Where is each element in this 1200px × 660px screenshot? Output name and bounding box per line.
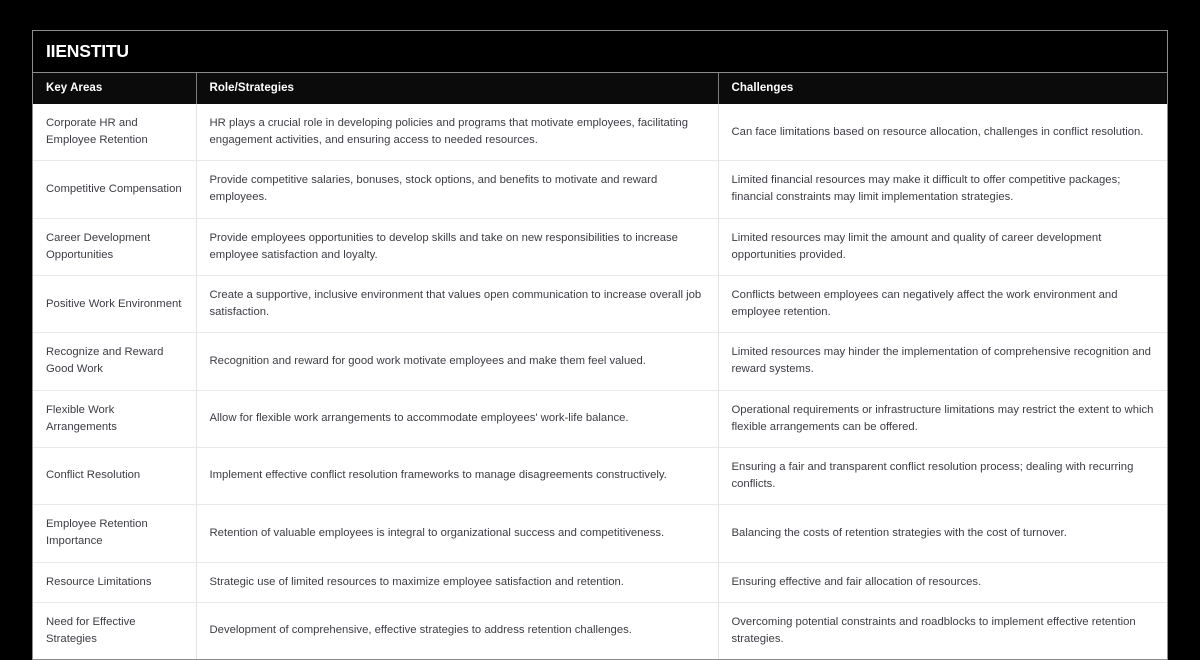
cell-challenges: Operational requirements or infrastructure limitations may restrict the extent to which flexible arrangements can be offered. — [718, 390, 1167, 447]
cell-challenges: Can face limitations based on resource allocation, challenges in conflict resolution. — [718, 104, 1167, 161]
cell-key-areas: Conflict Resolution — [33, 447, 196, 504]
cell-role-strategies: Strategic use of limited resources to maximize employee satisfaction and retention. — [196, 562, 718, 602]
cell-challenges: Conflicts between employees can negatively affect the work environment and employee retention. — [718, 275, 1167, 332]
table-row — [33, 390, 1167, 447]
cell-role-strategies: Create a supportive, inclusive environment that values open communication to increase overall job satisfaction. — [196, 275, 718, 332]
cell-key-areas: Corporate HR and Employee Retention — [33, 104, 196, 161]
cell-key-areas: Employee Retention Importance — [33, 505, 196, 562]
table-row — [33, 447, 1167, 504]
table-row — [33, 218, 1167, 275]
table-body — [33, 104, 1167, 659]
cell-role-strategies: Allow for flexible work arrangements to accommodate employees' work-life balance. — [196, 390, 718, 447]
cell-challenges: Limited resources may limit the amount and quality of career development opportunities provided. — [718, 218, 1167, 275]
cell-role-strategies: Provide competitive salaries, bonuses, stock options, and benefits to motivate and reward employees. — [196, 161, 718, 218]
cell-challenges: Ensuring a fair and transparent conflict resolution process; dealing with recurring conflicts. — [718, 447, 1167, 504]
cell-key-areas: Resource Limitations — [33, 562, 196, 602]
table-card — [32, 30, 1168, 660]
table-row — [33, 505, 1167, 562]
cell-challenges: Balancing the costs of retention strategies with the cost of turnover. — [718, 505, 1167, 562]
table-header-row — [33, 73, 1167, 104]
table-row — [33, 161, 1167, 218]
table-header — [33, 73, 1167, 104]
cell-role-strategies: Provide employees opportunities to develop skills and take on new responsibilities to increase employee satisfaction and loyalty. — [196, 218, 718, 275]
cell-role-strategies: Development of comprehensive, effective strategies to address retention challenges. — [196, 602, 718, 659]
cell-challenges: Ensuring effective and fair allocation of resources. — [718, 562, 1167, 602]
cell-role-strategies: Retention of valuable employees is integral to organizational success and competitiveness. — [196, 505, 718, 562]
table-row — [33, 104, 1167, 161]
table-row — [33, 602, 1167, 659]
table-row — [33, 333, 1167, 390]
table-row — [33, 275, 1167, 332]
cell-role-strategies: Implement effective conflict resolution frameworks to manage disagreements constructively. — [196, 447, 718, 504]
column-header-key-areas[interactable]: Key Areas — [33, 73, 196, 104]
cell-challenges: Limited resources may hinder the implementation of comprehensive recognition and reward systems. — [718, 333, 1167, 390]
cell-key-areas: Recognize and Reward Good Work — [33, 333, 196, 390]
cell-challenges: Limited financial resources may make it difficult to offer competitive packages; financial constraints may limit implementation strategies. — [718, 161, 1167, 218]
cell-key-areas: Career Development Opportunities — [33, 218, 196, 275]
cell-key-areas: Positive Work Environment — [33, 275, 196, 332]
cell-key-areas: Need for Effective Strategies — [33, 602, 196, 659]
table-row — [33, 562, 1167, 602]
cell-key-areas: Flexible Work Arrangements — [33, 390, 196, 447]
brand-logo-text: IIENSTITU — [46, 40, 129, 61]
brand-header — [33, 31, 1167, 73]
column-header-challenges[interactable]: Challenges — [718, 73, 1167, 104]
cell-role-strategies: Recognition and reward for good work motivate employees and make them feel valued. — [196, 333, 718, 390]
column-header-role-strategies[interactable]: Role/Strategies — [196, 73, 718, 104]
cell-role-strategies: HR plays a crucial role in developing policies and programs that motivate employees, facilitating engagement activities, and ensuring access to needed resources. — [196, 104, 718, 161]
cell-key-areas: Competitive Compensation — [33, 161, 196, 218]
cell-challenges: Overcoming potential constraints and roadblocks to implement effective retention strategies. — [718, 602, 1167, 659]
retention-strategies-table — [33, 73, 1167, 659]
